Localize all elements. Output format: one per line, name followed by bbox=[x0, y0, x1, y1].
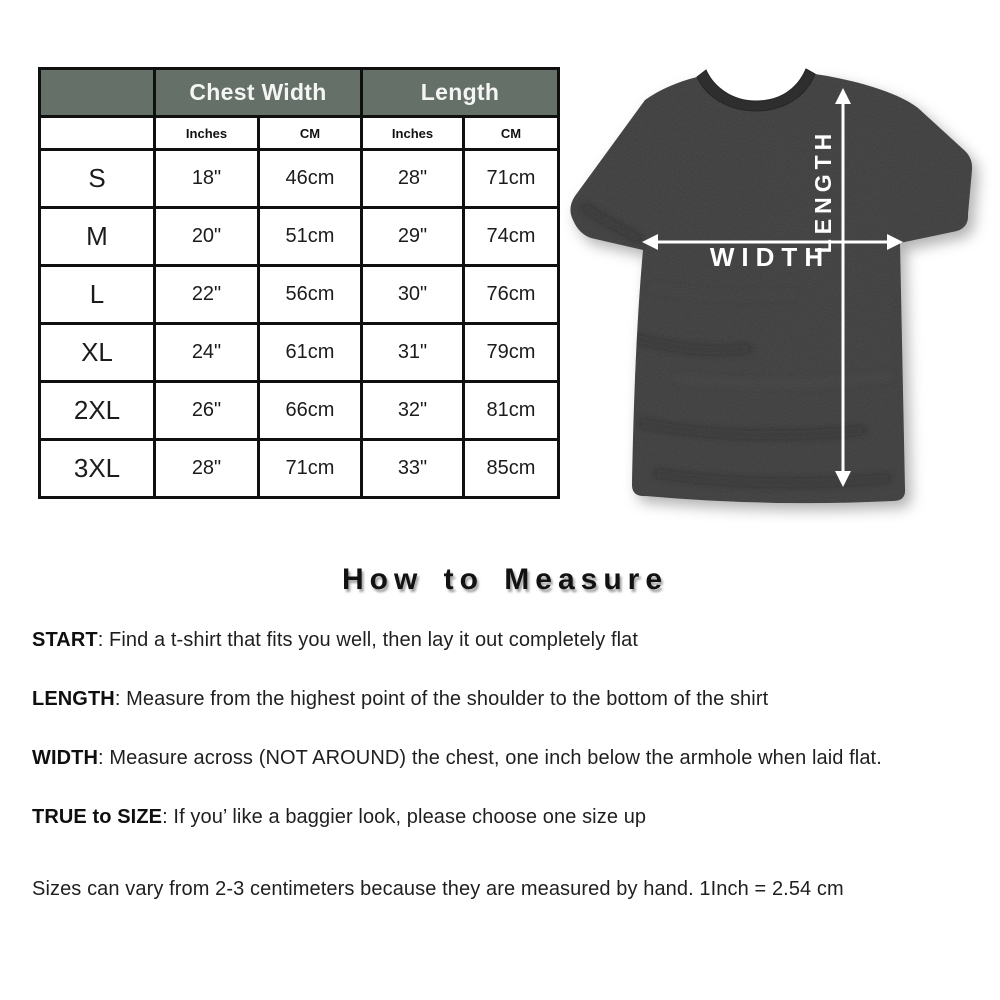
instruction-length bbox=[32, 687, 977, 712]
length-inches-value: 32" bbox=[362, 382, 464, 440]
tshirt-measurement-graphic bbox=[555, 38, 1000, 523]
size-label: L bbox=[40, 266, 155, 324]
length-inches-value: 30" bbox=[362, 266, 464, 324]
length-cm-value: 76cm bbox=[464, 266, 559, 324]
length-cm-value: 85cm bbox=[464, 440, 559, 498]
chest-cm-value: 56cm bbox=[259, 266, 362, 324]
subheader-chest-cm: CM bbox=[259, 117, 362, 150]
size-label: M bbox=[40, 208, 155, 266]
size-label: S bbox=[40, 150, 155, 208]
table-subheader-row bbox=[40, 117, 559, 150]
chest-cm-value: 66cm bbox=[259, 382, 362, 440]
how-to-measure-title: How to Measure bbox=[341, 563, 669, 596]
tshirt-graphic-svg bbox=[555, 38, 1000, 523]
sizing-note: Sizes can vary from 2-3 centimeters because they are measured by hand. 1Inch = 2.54 cm bbox=[32, 878, 844, 900]
length-inches-value: 33" bbox=[362, 440, 464, 498]
chest-inches-value: 22" bbox=[155, 266, 259, 324]
length-cm-value: 71cm bbox=[464, 150, 559, 208]
length-header: Length bbox=[362, 69, 559, 117]
measure-instructions bbox=[32, 628, 977, 902]
subheader-empty-cell bbox=[40, 117, 155, 150]
length-label: LENGTH bbox=[810, 128, 836, 254]
table-row-xl bbox=[40, 324, 559, 382]
width-label: WIDTH bbox=[709, 242, 831, 272]
size-label: 3XL bbox=[40, 440, 155, 498]
size-chart-table bbox=[38, 67, 560, 499]
table-row-l bbox=[40, 266, 559, 324]
instruction-start bbox=[32, 628, 977, 653]
table-group-header-row bbox=[40, 69, 559, 117]
instruction-width-text: : Measure across (NOT AROUND) the chest, one inch below the armhole when laid flat. bbox=[98, 747, 882, 769]
chest-cm-value: 51cm bbox=[259, 208, 362, 266]
table-row-s bbox=[40, 150, 559, 208]
table-row-2xl bbox=[40, 382, 559, 440]
length-inches-value: 29" bbox=[362, 208, 464, 266]
instruction-true-to-size-label: TRUE to SIZE bbox=[32, 806, 163, 828]
chest-cm-value: 46cm bbox=[259, 150, 362, 208]
length-inches-value: 31" bbox=[362, 324, 464, 382]
instruction-width bbox=[32, 746, 977, 771]
subheader-length-cm: CM bbox=[464, 117, 559, 150]
chest-cm-value: 61cm bbox=[259, 324, 362, 382]
table-row-m bbox=[40, 208, 559, 266]
instruction-true-to-size-text: : If you’ like a baggier look, please choose one size up bbox=[162, 806, 647, 828]
chest-inches-value: 28" bbox=[155, 440, 259, 498]
chest-width-header: Chest Width bbox=[155, 69, 362, 117]
instruction-start-text: : Find a t-shirt that fits you well, then lay it out completely flat bbox=[97, 629, 639, 651]
chest-inches-value: 26" bbox=[155, 382, 259, 440]
chest-inches-value: 18" bbox=[155, 150, 259, 208]
instruction-true-to-size bbox=[32, 805, 977, 830]
instruction-length-label: LENGTH bbox=[32, 688, 115, 710]
table-corner-cell bbox=[40, 69, 155, 117]
instruction-start-label: START bbox=[32, 629, 98, 651]
chest-inches-value: 24" bbox=[155, 324, 259, 382]
length-cm-value: 79cm bbox=[464, 324, 559, 382]
subheader-chest-inches: Inches bbox=[155, 117, 259, 150]
table-row-3xl bbox=[40, 440, 559, 498]
fabric-texture bbox=[555, 38, 1000, 523]
subheader-length-inches: Inches bbox=[362, 117, 464, 150]
size-label: 2XL bbox=[40, 382, 155, 440]
length-inches-value: 28" bbox=[362, 150, 464, 208]
length-cm-value: 74cm bbox=[464, 208, 559, 266]
length-cm-value: 81cm bbox=[464, 382, 559, 440]
instruction-width-label: WIDTH bbox=[32, 747, 99, 769]
chest-cm-value: 71cm bbox=[259, 440, 362, 498]
instruction-length-text: : Measure from the highest point of the shoulder to the bottom of the shirt bbox=[114, 688, 769, 710]
chest-inches-value: 20" bbox=[155, 208, 259, 266]
size-label: XL bbox=[40, 324, 155, 382]
